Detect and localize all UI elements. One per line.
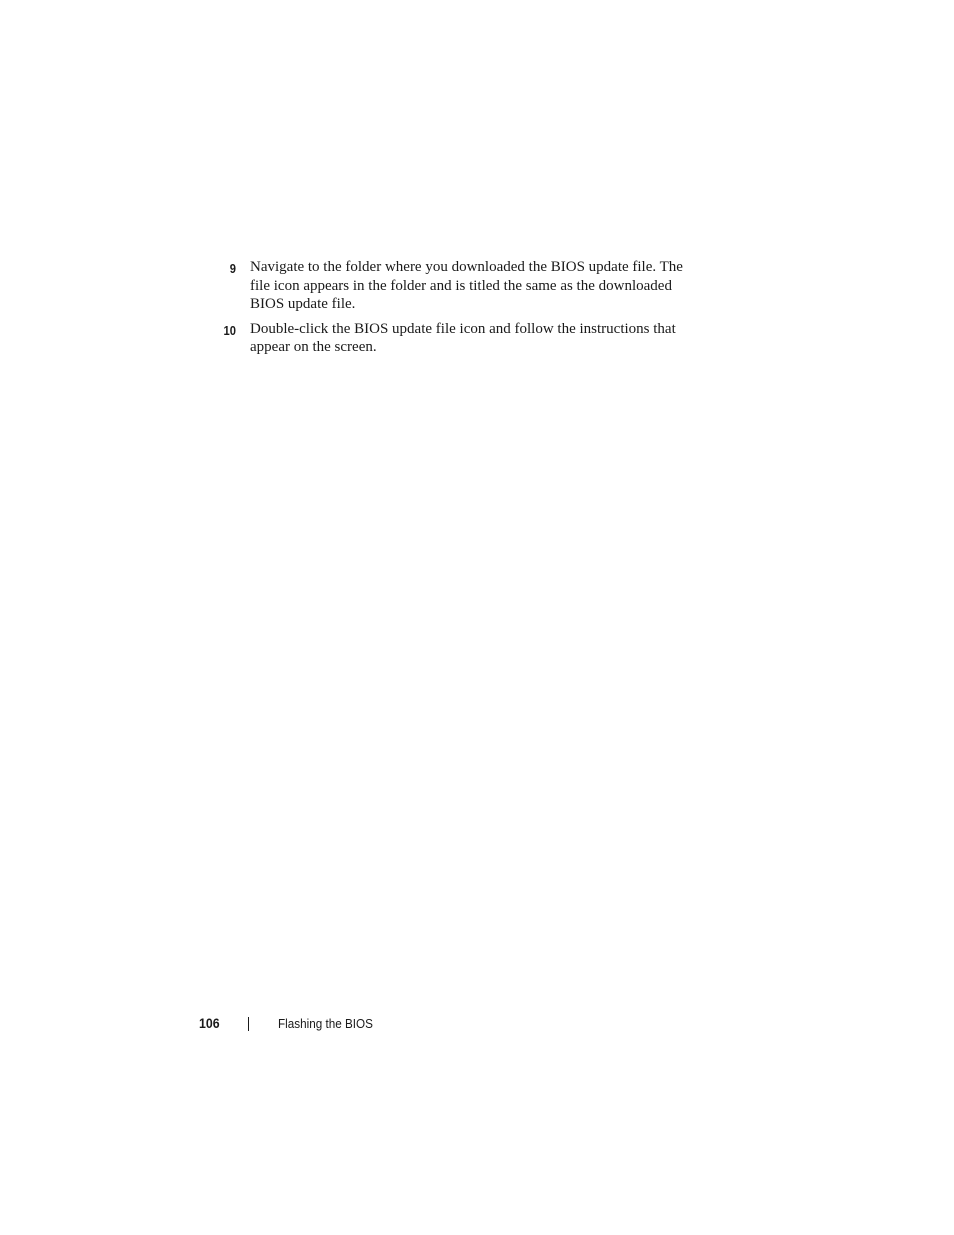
step-number: 9 [229, 261, 236, 276]
instruction-steps [200, 258, 720, 363]
footer-divider [248, 1017, 249, 1031]
page-number: 106 [199, 1015, 220, 1031]
step-text: Double-click the BIOS update file icon and follow the instructions that appear on the screen. [250, 320, 676, 355]
step-number: 10 [223, 322, 236, 338]
step-text: Navigate to the folder where you downloaded the BIOS update file. The file icon appears in the folder and is titled the same as the downloaded BIOS update file. [250, 259, 683, 312]
step-item [200, 258, 720, 314]
section-title: Flashing the BIOS [278, 1016, 373, 1031]
step-item [200, 320, 720, 357]
